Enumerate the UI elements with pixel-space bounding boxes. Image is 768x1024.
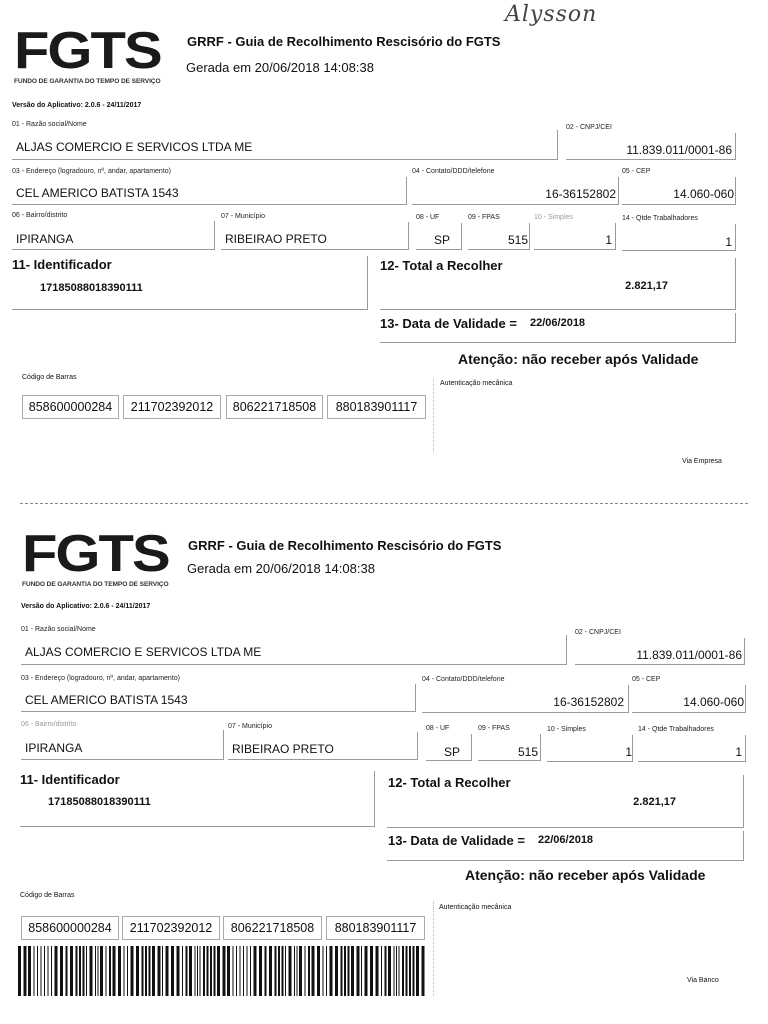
fgts-logo-2	[22, 524, 169, 588]
razao-label-2: 01 - Razão social/Nome	[21, 626, 96, 633]
barcode-field-2: 211702392012	[123, 395, 221, 419]
municipio-value: RIBEIRAO PRETO	[225, 232, 327, 246]
attention-text-2: Atenção: não receber após Validade	[465, 867, 706, 883]
barcode-bar	[223, 946, 226, 996]
barcode-bar	[265, 946, 267, 996]
barcode-bar	[416, 946, 419, 996]
simples-box	[534, 223, 616, 250]
endereco-label: 03 - Endereço (logradouro, nº, andar, apartamento)	[12, 168, 171, 175]
barcode-bar	[323, 946, 324, 996]
cep-label: 05 - CEP	[622, 168, 651, 175]
barcode-bar	[243, 946, 244, 996]
validade-box	[380, 313, 736, 343]
barcode-bar	[86, 946, 87, 996]
qtde-label-2: 14 - Qtde Trabalhadores	[638, 726, 714, 733]
bairro-label-2: 06 - Bairro/distrito	[21, 721, 77, 728]
barcode-bar	[83, 946, 85, 996]
barcode-bar	[351, 946, 354, 996]
barcode-bar	[79, 946, 81, 996]
barcode-bar	[297, 946, 298, 996]
barcode-field-3: 806221718508	[226, 395, 323, 419]
barcode-bar	[70, 946, 73, 996]
barcode-bar	[365, 946, 368, 996]
via-banco-label: Via Banco	[687, 977, 719, 984]
cep-value: 14.060-060	[673, 187, 734, 201]
autenticacao-area-border-2	[433, 901, 435, 996]
endereco-label-2: 03 - Endereço (logradouro, nº, andar, apartamento)	[21, 675, 180, 682]
barcode-bar	[326, 946, 327, 996]
barcode-bar	[289, 946, 292, 996]
total-box-2	[387, 775, 744, 828]
qtde-value-2: 1	[735, 745, 742, 759]
barcode-label-2: Código de Barras	[20, 892, 75, 899]
barcode-bar	[299, 946, 302, 996]
barcode-bar	[361, 946, 362, 996]
barcode-bar	[254, 946, 257, 996]
endereco-value: CEL AMERICO BATISTA 1543	[16, 186, 179, 200]
simples-value: 1	[605, 233, 612, 247]
via-empresa-label: Via Empresa	[682, 458, 722, 465]
barcode-bar	[55, 946, 58, 996]
autenticacao-label: Autenticação mecânica	[440, 380, 513, 387]
barcode-bar	[406, 946, 408, 996]
fpas-value: 515	[507, 233, 528, 247]
barcode-bar	[113, 946, 116, 996]
validade-value: 22/06/2018	[530, 317, 586, 329]
barcode-bar	[402, 946, 404, 996]
barcode-bar	[317, 946, 320, 996]
app-version-2: Versão do Aplicativo: 2.0.6 - 24/11/2017	[21, 603, 151, 610]
cnpj-value-2: 11.839.011/0001-86	[636, 648, 742, 662]
fpas-label-2: 09 - FPAS	[478, 725, 510, 732]
fgts-logo-subtitle: FUNDO DE GARANTIA DO TEMPO DE SERVIÇO	[14, 78, 161, 85]
barcode-bar	[207, 946, 209, 996]
barcode-bar	[37, 946, 38, 996]
barcode-bar	[18, 946, 21, 996]
barcode-bar	[90, 946, 93, 996]
validade-label: 13- Data de Validade =	[380, 316, 517, 331]
barcode-bar	[240, 946, 241, 996]
barcode-bar	[162, 946, 163, 996]
barcode-bar	[182, 946, 183, 996]
identificador-label-2: 11- Identificador	[20, 772, 120, 787]
barcode-bar	[282, 946, 284, 996]
identificador-label: 11- Identificador	[12, 257, 112, 272]
barcode-bar	[76, 946, 78, 996]
contato-value-2: 16-36152802	[553, 695, 624, 709]
bairro-value-2: IPIRANGA	[25, 741, 83, 755]
barcode-bar	[236, 946, 237, 996]
qtde-label: 14 - Qtde Trabalhadores	[622, 215, 698, 222]
barcode-field-3-2: 806221718508	[223, 916, 322, 940]
barcode-bar	[98, 946, 99, 996]
barcode-bar	[195, 946, 196, 996]
barcode-bar	[127, 946, 128, 996]
barcode-bar	[124, 946, 125, 996]
barcode-bar	[250, 946, 251, 996]
autenticacao-area-border	[433, 378, 435, 453]
identificador-value-2: 17185088018390111	[48, 796, 151, 808]
barcode-bar	[44, 946, 45, 996]
autenticacao-label-2: Autenticação mecânica	[439, 904, 512, 911]
barcode-bar	[370, 946, 373, 996]
cnpj-label-2: 02 - CNPJ/CEI	[575, 629, 621, 636]
barcode-bar	[227, 946, 230, 996]
municipio-value-2: RIBEIRAO PRETO	[232, 742, 334, 756]
barcode-bar	[399, 946, 400, 996]
cep-value-2: 14.060-060	[683, 695, 744, 709]
simples-label: 10 - Simples	[534, 214, 573, 221]
razao-value-2: ALJAS COMERCIO E SERVICOS LTDA ME	[25, 645, 262, 659]
handwritten-annotation: Alysson	[505, 2, 598, 27]
barcode-bars	[18, 946, 426, 996]
contato-value: 16-36152802	[545, 187, 616, 201]
barcode-bar	[149, 946, 151, 996]
barcode-bar	[166, 946, 169, 996]
fpas-value-2: 515	[517, 745, 538, 759]
barcode-bar	[305, 946, 306, 996]
barcode-bar	[28, 946, 31, 996]
barcode-bar	[341, 946, 343, 996]
barcode-bar	[131, 946, 134, 996]
simples-label-2: 10 - Simples	[547, 726, 586, 733]
barcode-bar	[233, 946, 234, 996]
barcode-bar	[396, 946, 397, 996]
barcode-bar	[152, 946, 155, 996]
barcode-bar	[294, 946, 295, 996]
generated-date: Gerada em 20/06/2018 14:08:38	[186, 60, 374, 75]
fgts-logo-text: FGTS	[14, 21, 161, 80]
municipio-label-2: 07 - Município	[228, 723, 272, 730]
barcode-bar	[203, 946, 205, 996]
barcode-bar	[100, 946, 103, 996]
barcode-label: Código de Barras	[22, 374, 77, 381]
fgts-logo-text-2: FGTS	[22, 524, 169, 583]
identificador-value: 17185088018390111	[40, 282, 143, 294]
barcode-bar	[197, 946, 198, 996]
barcode-bar	[217, 946, 220, 996]
bairro-value: IPIRANGA	[16, 232, 74, 246]
barcode-bar	[394, 946, 395, 996]
barcode-bar	[171, 946, 174, 996]
uf-value-2: SP	[443, 745, 460, 759]
barcode-bar	[66, 946, 68, 996]
uf-label: 08 - UF	[416, 214, 440, 221]
barcode-bar	[177, 946, 180, 996]
copy-via-banco	[8, 505, 768, 1005]
form-title-2: GRRF - Guia de Recolhimento Rescisório do FGTS	[188, 538, 502, 553]
municipio-label: 07 - Município	[221, 213, 265, 220]
barcode-bar	[413, 946, 415, 996]
barcode-bar	[388, 946, 391, 996]
validade-label-2: 13- Data de Validade =	[388, 833, 525, 848]
barcode-bar	[48, 946, 49, 996]
total-value: 2.821,17	[625, 280, 668, 292]
contato-label-2: 04 - Contato/DDD/telefone	[422, 676, 505, 683]
barcode-bar	[200, 946, 201, 996]
barcode-bar	[95, 946, 96, 996]
barcode-bar	[335, 946, 338, 996]
cep-label-2: 05 - CEP	[632, 676, 661, 683]
barcode-bar	[186, 946, 188, 996]
barcode-bar	[158, 946, 161, 996]
barcode-bar	[41, 946, 42, 996]
barcode-bar	[118, 946, 121, 996]
barcode-field-4: 880183901117	[327, 395, 426, 419]
barcode-bar	[330, 946, 333, 996]
razao-value: ALJAS COMERCIO E SERVICOS LTDA ME	[16, 140, 253, 154]
barcode-field-2-2: 211702392012	[122, 916, 220, 940]
endereco-value-2: CEL AMERICO BATISTA 1543	[25, 693, 188, 707]
total-box	[380, 258, 736, 310]
simples-box-2	[547, 735, 633, 762]
barcode-bar	[409, 946, 411, 996]
barcode-bar	[422, 946, 425, 996]
fpas-label: 09 - FPAS	[468, 214, 500, 221]
barcode-bar	[381, 946, 382, 996]
app-version: Versão do Aplicativo: 2.0.6 - 24/11/2017	[12, 102, 142, 109]
simples-value-2: 1	[625, 745, 632, 759]
generated-date-2: Gerada em 20/06/2018 14:08:38	[187, 561, 375, 576]
form-title: GRRF - Guia de Recolhimento Rescisório do FGTS	[187, 34, 501, 49]
qtde-box	[622, 224, 736, 251]
barcode-bar	[278, 946, 280, 996]
attention-text: Atenção: não receber após Validade	[458, 351, 699, 367]
qtde-value: 1	[725, 235, 732, 249]
contato-label: 04 - Contato/DDD/telefone	[412, 168, 495, 175]
barcode-bar	[269, 946, 272, 996]
barcode-bar	[214, 946, 216, 996]
uf-label-2: 08 - UF	[426, 725, 450, 732]
barcode-bar	[385, 946, 387, 996]
barcode-field-1-2: 858600000284	[21, 916, 119, 940]
barcode-bar	[357, 946, 360, 996]
total-value-2: 2.821,17	[633, 796, 676, 808]
qtde-box-2	[638, 735, 746, 762]
cnpj-label: 02 - CNPJ/CEI	[566, 124, 612, 131]
barcode-bar	[24, 946, 27, 996]
barcode-bar	[145, 946, 147, 996]
barcode-bar	[348, 946, 350, 996]
barcode-bar	[308, 946, 310, 996]
barcode-bar	[106, 946, 107, 996]
barcode-bar	[376, 946, 379, 996]
barcode-bar	[259, 946, 262, 996]
barcode-bar	[136, 946, 139, 996]
barcode-bar	[312, 946, 315, 996]
total-label: 12- Total a Recolher	[380, 258, 503, 273]
barcode-bar	[60, 946, 63, 996]
barcode-bar	[344, 946, 346, 996]
total-label-2: 12- Total a Recolher	[388, 775, 511, 790]
barcode-bar	[285, 946, 286, 996]
copy-via-empresa	[0, 0, 768, 500]
barcode-bar	[189, 946, 192, 996]
barcode-field-4-2: 880183901117	[326, 916, 425, 940]
barcode-bar	[275, 946, 277, 996]
fgts-logo-subtitle-2: FUNDO DE GARANTIA DO TEMPO DE SERVIÇO	[22, 581, 169, 588]
barcode-bar	[210, 946, 212, 996]
cnpj-value: 11.839.011/0001-86	[626, 143, 732, 157]
uf-value: SP	[433, 233, 450, 247]
barcode-bar	[142, 946, 144, 996]
razao-label: 01 - Razão social/Nome	[12, 121, 87, 128]
barcode-bar	[247, 946, 248, 996]
bairro-label: 06 - Bairro/distrito	[12, 212, 68, 219]
validade-box-2	[387, 831, 744, 861]
barcode-bar	[34, 946, 35, 996]
barcode-bar	[109, 946, 111, 996]
fgts-logo	[14, 21, 161, 85]
cut-line	[20, 503, 748, 504]
validade-value-2: 22/06/2018	[538, 834, 594, 846]
barcode-field-1: 858600000284	[22, 395, 119, 419]
barcode-bar	[51, 946, 52, 996]
